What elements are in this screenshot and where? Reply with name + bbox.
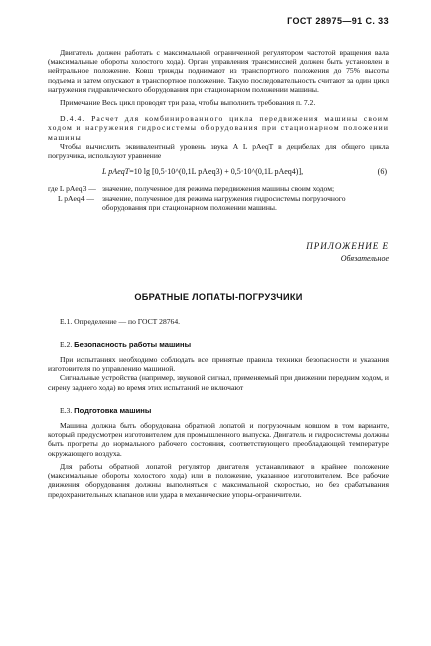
paragraph-engine-cycle: Двигатель должен работать с максимальной ограниченной регулятором частотой вращения вала (максимальные обороты холостого хода). Орган управления трансмиссией должен быть установлен в нейтральное положение. Ковш трижды поднимают из транспортного положения до 75% высоты подъема и затем опускают в транспортное положение. Такую последовательность считают за один цикл нагружения гидравлического оборудования при стационарном положении машины. (48, 48, 389, 94)
page-header: ГОСТ 28975—91 С. 33 (287, 16, 389, 26)
legend-row (48, 184, 389, 193)
paragraph-safety-rules: При испытаниях необходимо соблюдать все принятые правила техники безопасности и указания изготовителя по управлению машиной. (48, 355, 389, 374)
legend-value: значение, полученное для режима нагружения гидросистемы погрузочного оборудования при стационарном положении машины. (102, 193, 346, 212)
appendix-subtitle: Обязательное (340, 254, 389, 264)
clause-e3-title: Подготовка машины (74, 405, 152, 415)
note-paragraph: Примечание Весь цикл проводят три раза, чтобы выполнить требования п. 7.2. (60, 98, 316, 108)
formula-number: (6) (377, 167, 387, 177)
clause-d44-title: D.4.4. Расчет для комбинированного цикла передвижения машины своим ходом и нагружения гидросистемы оборудования при стационарном положении машины (48, 114, 389, 142)
clause-e2-number: Е.2. (60, 339, 73, 349)
paragraph-backhoe-operation: Для работы обратной лопатой регулятор двигателя устанавливают в крайнее положение (максимальные обороты холостого хода) или в положение, указанное изготовителем. Все рабочие движения оборудования должны выполняться с максимальной скоростью, но без срабатывания предохранительных клапанов или удара в механические упоры-ограничители. (48, 461, 389, 499)
formula-6 (102, 167, 389, 176)
clause-e1: Е.1. Определение — по ГОСТ 28764. (60, 316, 181, 326)
clause-e2-heading (48, 340, 389, 349)
formula-rhs: =10 lg [0,5·10^(0,1L pAeq3) + 0,5·10^(0,1L pAeq4)], (129, 167, 304, 177)
appendix-title: ПРИЛОЖЕНИЕ Е (306, 241, 389, 252)
formula-lhs: L pAeqT (102, 167, 130, 177)
formula-legend (48, 184, 389, 212)
clause-e3-heading (48, 406, 389, 415)
legend-key: L pAeq4 — (58, 193, 94, 203)
paragraph-signal-devices: Сигнальные устройства (например, звуковой сигнал, применяемый при движении передним ходом, и сирену заднего хода) во время этих испытаний не включают (48, 373, 389, 392)
legend-row (48, 194, 389, 212)
clause-e2-title: Безопасность работы машины (74, 339, 192, 349)
legend-key: где L pAeq3 — (48, 184, 96, 194)
paragraph-equation-intro: Чтобы вычислить эквивалентный уровень звука A L pAeqT в децибелах для общего цикла погрузчика, используют уравнение (48, 141, 389, 161)
clause-e3-number: Е.3. (60, 405, 73, 415)
legend-value: значение, полученное для режима передвижения машины своим ходом; (102, 184, 335, 194)
section-title: ОБРАТНЫЕ ЛОПАТЫ-ПОГРУЗЧИКИ (134, 292, 303, 303)
paragraph-machine-equipment: Машина должна быть оборудована обратной лопатой и погрузочным ковшом в том варианте, который предусмотрен изготовителем для промышленного выпуска. Двигатель и гидросистемы должны быть прогреты до нормального рабочего состояния, соответствующего преобладающей температуре окружающего воздуха. (48, 421, 389, 458)
